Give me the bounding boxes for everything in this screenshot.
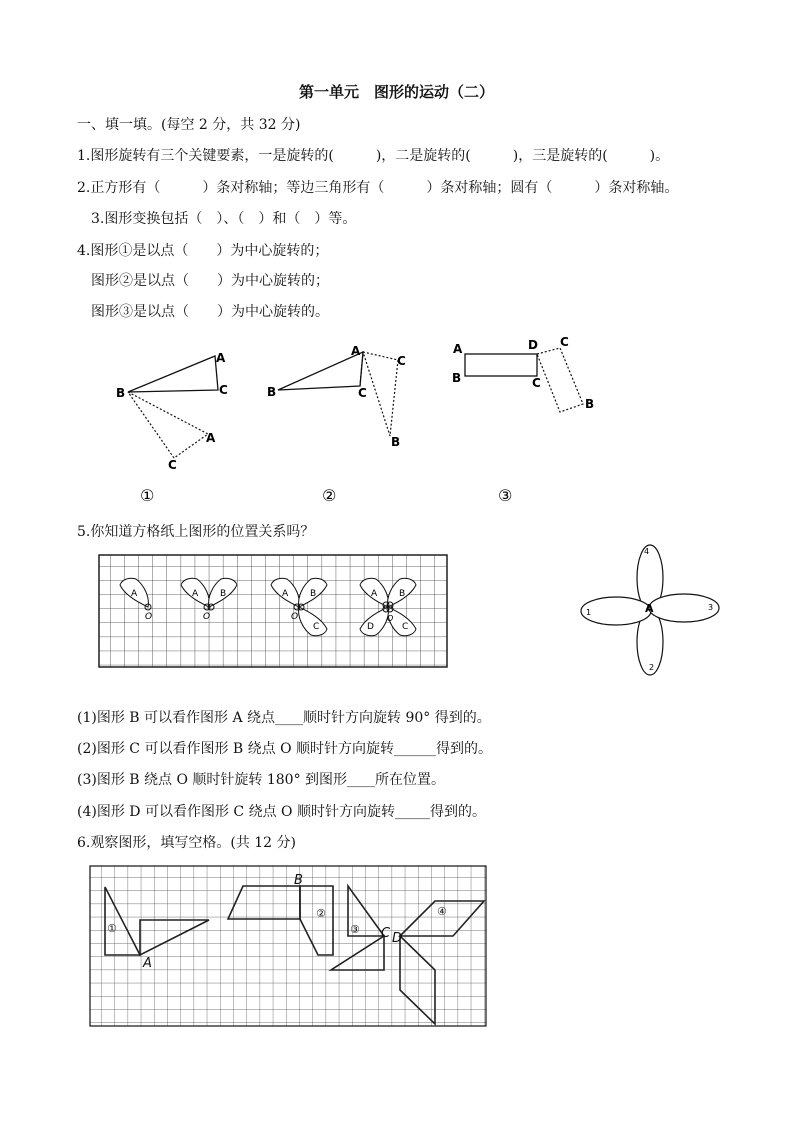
q6-label-4: ④ (437, 905, 447, 918)
question-2: 2.正方形有（ ）条对称轴；等边三角形有（ ）条对称轴；圆有（ ）条对称轴。 (77, 180, 679, 196)
section-heading: 一、填一填。(每空 2 分，共 32 分) (77, 117, 301, 133)
page-title: 第一单元 图形的运动（二） (298, 83, 494, 101)
petal-label-o: O (387, 614, 394, 623)
q5-ellipse-flower (576, 540, 726, 680)
fig2-label-b2: B (391, 435, 401, 449)
fig3-label-a: A (453, 342, 463, 356)
petal-label-a: A (192, 589, 199, 599)
petal-label-b: B (220, 589, 227, 599)
petal-label-a: A (371, 589, 378, 599)
q4-rotation-figures (0, 330, 793, 520)
q6-point-a: A (143, 956, 152, 971)
fig2-label-c: C (397, 354, 406, 368)
fig3-label-b: B (452, 371, 462, 385)
question-4-line-2: 图形②是以点（ ）为中心旋转的； (91, 273, 329, 289)
flower-number-1: 1 (586, 608, 592, 617)
petal-label-o: O (291, 612, 299, 622)
fig2-label-b: B (267, 385, 277, 399)
question-5-sub-3: (3)图形 B 绕点 O 顺时针旋转 180° 到图形____所在位置。 (77, 772, 446, 788)
question-5-sub-2: (2)图形 C 可以看作图形 B 绕点 O 顺时针方向旋转______得到的。 (77, 741, 493, 757)
petal-label-c: C (313, 622, 320, 632)
question-4-line-3: 图形③是以点（ ）为中心旋转的。 (91, 304, 329, 320)
petal-label-o: O (145, 612, 153, 622)
fig1-label-b: B (116, 386, 126, 400)
question-1: 1.图形旋转有三个关键要素，一是旋转的( )，二是旋转的( )，三是旋转的( )。 (77, 148, 670, 164)
fig2-label-c2: C (358, 386, 367, 400)
question-5: 5.你知道方格纸上图形的位置关系吗？ (77, 524, 315, 540)
question-5-sub-1: (1)图形 B 可以看作图形 A 绕点____顺时针方向旋转 90° 得到的。 (77, 710, 491, 726)
petal-label-d: D (367, 622, 374, 632)
petal-label-o: O (203, 612, 211, 622)
figure-1 (116, 351, 228, 472)
petal-label-c: C (402, 622, 409, 632)
fig1-label-a2: A (206, 431, 216, 445)
q6-label-1: ① (107, 922, 117, 935)
q6-label-3: ③ (350, 923, 360, 936)
petal-label-b: B (399, 589, 406, 599)
fig1-label-c: C (219, 383, 228, 397)
q6-point-c: C (381, 926, 391, 941)
flower-number-4: 4 (644, 547, 650, 556)
figure-label-2: ② (322, 486, 337, 505)
fig3-label-c2: C (532, 376, 541, 390)
flower-center-a: A (645, 602, 654, 615)
question-6: 6.观察图形，填写空格。(共 12 分) (77, 835, 296, 851)
question-4-line-1: 4.图形①是以点（ ）为中心旋转的； (77, 243, 329, 259)
fig3-label-c: C (560, 335, 569, 349)
petal-label-a: A (282, 589, 289, 599)
q6-point-b: B (294, 873, 303, 888)
figure-3 (452, 335, 594, 412)
q6-label-2: ② (316, 907, 326, 920)
question-5-sub-4: (4)图形 D 可以看作图形 C 绕点 O 顺时针方向旋转_____得到的。 (77, 804, 486, 820)
fig3-label-b2: B (585, 397, 595, 411)
petal-label-a: A (131, 589, 138, 599)
q6-grid-figure (88, 864, 490, 1030)
question-3: 3.图形变换包括（ ）、（ ）和（ ）等。 (91, 211, 357, 227)
figure-label-1: ① (140, 486, 155, 505)
flower-number-2: 2 (649, 663, 655, 672)
fig2-label-a: A (351, 344, 361, 358)
petal-label-b: B (310, 589, 317, 599)
fig3-label-d: D (528, 338, 538, 352)
q5-petal-grid (96, 552, 450, 670)
q6-point-d: D (392, 931, 403, 946)
figure-label-3: ③ (498, 486, 513, 505)
fig1-label-c2: C (168, 458, 177, 472)
fig1-label-a: A (216, 351, 226, 365)
figure-2 (267, 344, 406, 449)
flower-number-3: 3 (708, 603, 714, 612)
